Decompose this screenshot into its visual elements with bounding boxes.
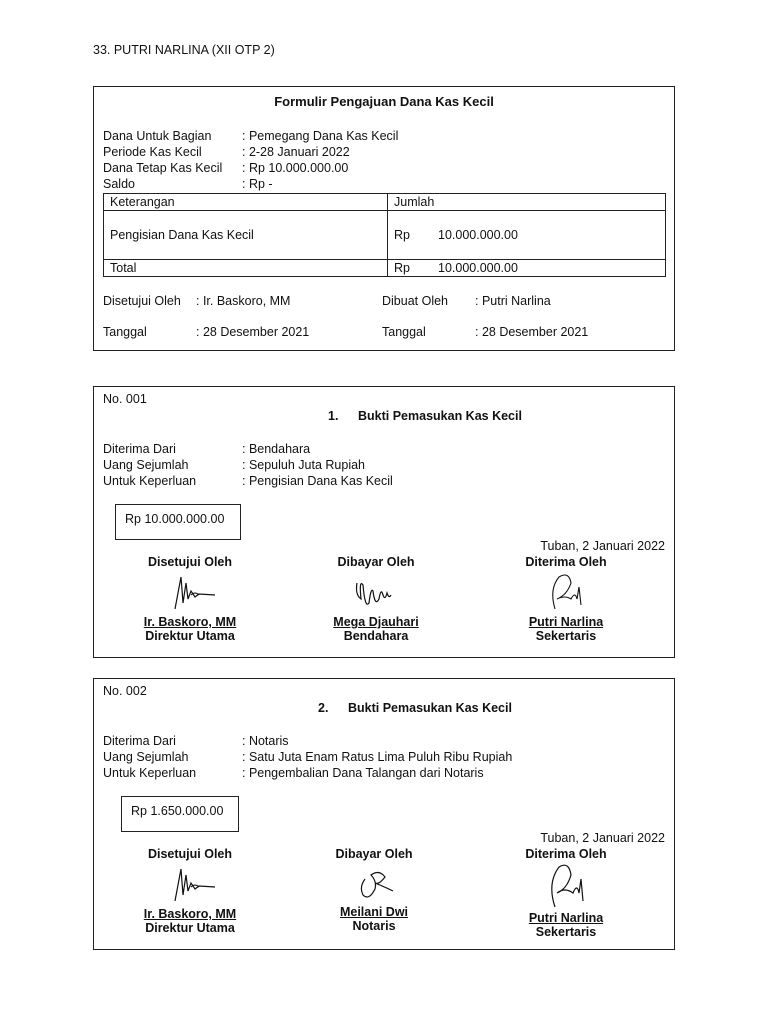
signer-approved: [110, 847, 270, 935]
place-date: Tuban, 2 Januari 2022: [540, 831, 665, 845]
signer-received: [486, 555, 646, 643]
form-field-label: Dana Tetap Kas Kecil: [103, 161, 223, 175]
receipt-field: [103, 733, 289, 750]
receipt-field-label: Uang Sejumlah: [103, 750, 189, 764]
signer-position: Notaris: [352, 919, 396, 933]
receipt-002: [93, 678, 675, 950]
form-field-label: Periode Kas Kecil: [103, 145, 202, 159]
signer-name: Ir. Baskoro, MM: [143, 907, 237, 921]
receipt-field-value: : Sepuluh Juta Rupiah: [242, 458, 366, 472]
made-by-value: : Putri Narlina: [475, 294, 551, 308]
form-field-value: : 2-28 Januari 2022: [242, 145, 350, 159]
signer-position: Direktur Utama: [145, 629, 235, 643]
signer-name: Putri Narlina: [528, 615, 604, 629]
date-label: Tanggal: [382, 325, 426, 339]
signature-putri-icon: [531, 861, 601, 911]
form-field: [103, 160, 348, 177]
signer-name: Mega Djauhari: [333, 615, 419, 629]
signer-name: Putri Narlina: [528, 911, 604, 925]
receipt-field-value: : Pengisian Dana Kas Kecil: [242, 474, 393, 488]
signer-role: Diterima Oleh: [525, 847, 607, 861]
table-row: [104, 211, 666, 260]
receipt-title-text: Bukti Pemasukan Kas Kecil: [358, 409, 522, 423]
approved-by-value: : Ir. Baskoro, MM: [196, 294, 291, 308]
signer-paid: [294, 847, 454, 933]
receipt-title: [318, 701, 512, 715]
table-total-row: [104, 260, 666, 277]
signer-role: Diterima Oleh: [525, 555, 607, 569]
receipt-title: [328, 409, 522, 423]
receipt-title-number: 1.: [328, 409, 339, 423]
receipt-field-label: Diterima Dari: [103, 442, 176, 456]
table-total-amount: [388, 260, 666, 277]
signer-received: [486, 847, 646, 939]
signer-role: Disetujui Oleh: [147, 555, 233, 569]
signature-baskoro-icon: [155, 861, 225, 907]
form-field-value: : Pemegang Dana Kas Kecil: [242, 129, 399, 143]
signer-role: Disetujui Oleh: [147, 847, 233, 861]
form-field: [103, 144, 350, 161]
form-title: Formulir Pengajuan Dana Kas Kecil: [274, 94, 494, 109]
approved-by-label: Disetujui Oleh: [103, 294, 181, 308]
amount-value: 10.000.000.00: [438, 228, 518, 242]
receipt-field-label: Uang Sejumlah: [103, 458, 189, 472]
amount-box: Rp 1.650.000.00: [121, 796, 239, 832]
date-left: [103, 325, 309, 339]
currency-label: Rp: [394, 261, 410, 275]
receipt-field: [103, 441, 310, 458]
form-field-label: Dana Untuk Bagian: [103, 129, 212, 143]
signer-position: Sekertaris: [535, 925, 597, 939]
receipt-field-value: : Pengembalian Dana Talangan dari Notaris: [242, 766, 484, 780]
table-header-jumlah: Jumlah: [388, 194, 666, 211]
form-field-value: : Rp 10.000.000.00: [242, 161, 349, 175]
signer-position: Direktur Utama: [145, 921, 235, 935]
form-field: [103, 176, 273, 193]
page-heading: 33. PUTRI NARLINA (XII OTP 2): [93, 43, 275, 57]
receipt-title-number: 2.: [318, 701, 329, 715]
form-field: [103, 128, 398, 145]
signer-name: Ir. Baskoro, MM: [143, 615, 237, 629]
made-by-label: Dibuat Oleh: [382, 294, 449, 308]
receipt-field: [103, 457, 365, 474]
receipt-field: [103, 473, 393, 490]
receipt-field-value: : Satu Juta Enam Ratus Lima Puluh Ribu Rupiah: [242, 750, 513, 764]
place-date: Tuban, 2 Januari 2022: [540, 539, 665, 553]
currency-label: Rp: [394, 228, 410, 242]
signature-baskoro-icon: [155, 569, 225, 615]
signature-putri-icon: [531, 569, 601, 615]
signer-paid: [296, 555, 456, 643]
receipt-field-value: : Notaris: [242, 734, 289, 748]
signer-role: Dibayar Oleh: [337, 555, 415, 569]
receipt-field-label: Untuk Keperluan: [103, 474, 197, 488]
table-total-label: Total: [104, 260, 388, 277]
receipt-number: No. 001: [103, 392, 147, 406]
receipt-field-label: Diterima Dari: [103, 734, 176, 748]
petty-cash-table: [103, 193, 666, 277]
receipt-001: [93, 386, 675, 658]
table-cell-jumlah: [388, 211, 666, 260]
form-field-value: : Rp -: [242, 177, 273, 191]
receipt-field: [103, 749, 512, 766]
receipt-field-label: Untuk Keperluan: [103, 766, 197, 780]
signer-approved: [110, 555, 270, 643]
amount-box: Rp 10.000.000.00: [115, 504, 241, 540]
table-header-keterangan: Keterangan: [104, 194, 388, 211]
receipt-field-value: : Bendahara: [242, 442, 311, 456]
receipt-title-text: Bukti Pemasukan Kas Kecil: [348, 701, 512, 715]
date-label: Tanggal: [103, 325, 147, 339]
amount-value: 10.000.000.00: [438, 261, 518, 275]
signer-name: Meilani Dwi: [339, 905, 409, 919]
signer-role: Dibayar Oleh: [335, 847, 413, 861]
table-header-row: [104, 194, 666, 211]
signature-mega-icon: [341, 569, 411, 615]
form-field-label: Saldo: [103, 177, 135, 191]
signer-position: Bendahara: [343, 629, 409, 643]
signature-meilani-icon: [339, 861, 409, 905]
signer-position: Sekertaris: [535, 629, 597, 643]
table-cell-keterangan: Pengisian Dana Kas Kecil: [104, 211, 388, 260]
receipt-field: [103, 765, 484, 782]
receipt-number: No. 002: [103, 684, 147, 698]
approved-by: [103, 294, 290, 308]
petty-cash-request-form: [93, 86, 675, 351]
date-right: [382, 325, 588, 339]
made-by: [382, 294, 551, 308]
date-value: : 28 Desember 2021: [196, 325, 310, 339]
date-value: : 28 Desember 2021: [475, 325, 589, 339]
